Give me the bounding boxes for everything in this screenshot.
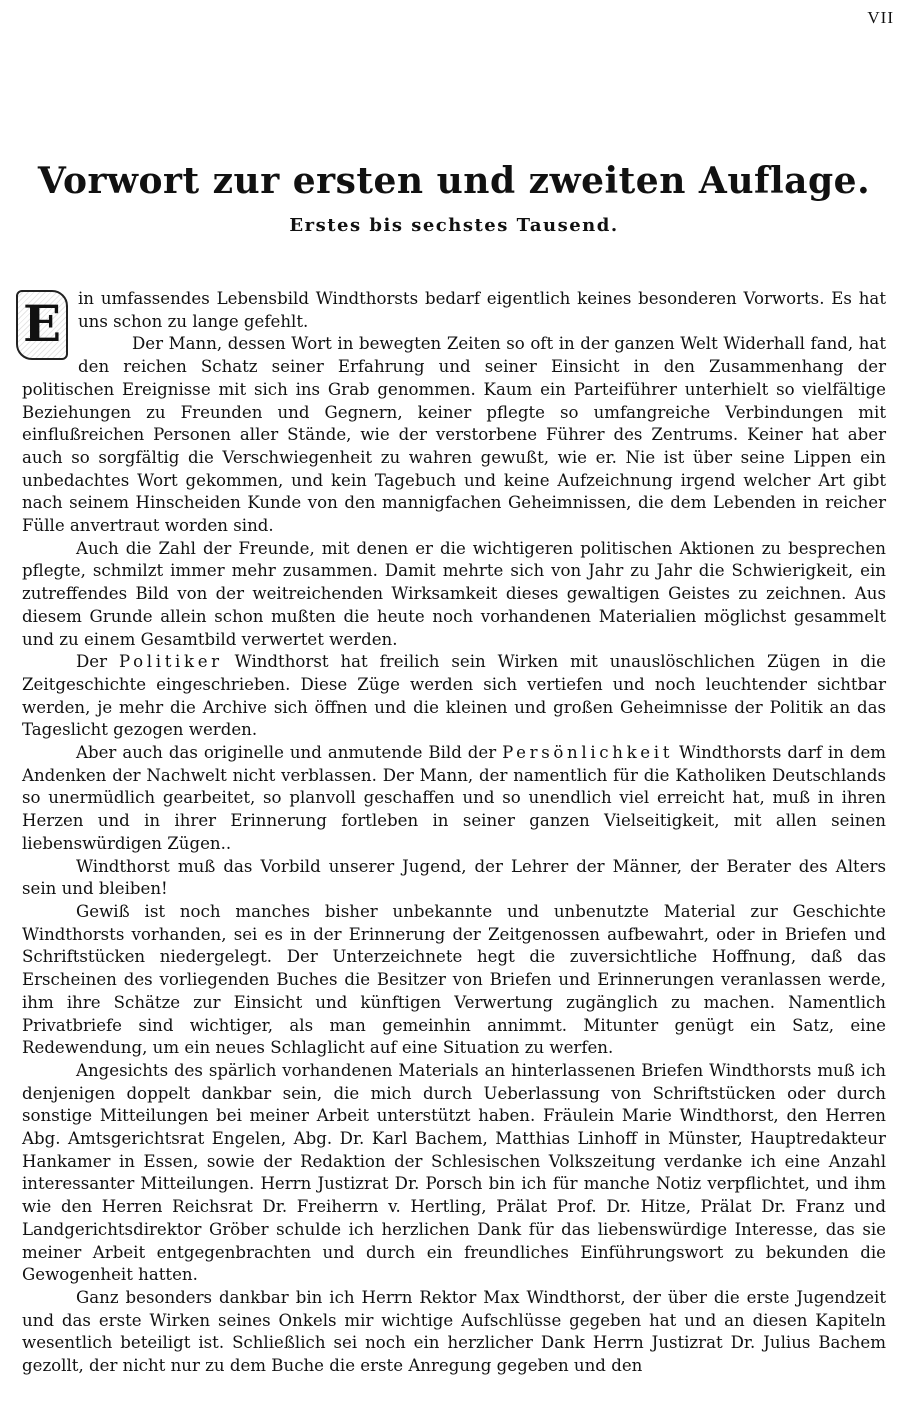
paragraph-1: E in umfassendes Lebensbild Windthorsts bedarf eigentlich keines besonderen Vorworts. Es hat uns schon zu lange gefehlt. xyxy=(22,288,886,333)
paragraph-5: Aber auch das originelle und anmutende Bild der Persönlichkeit Windthorsts darf in dem Andenken der Nachwelt nicht verblassen. Der Mann, der namentlich für die Katholiken Deutschlands so unermüdlich gearbeitet, so planvoll geschaffen und so unendlich viel erreicht hat, muß in ihren Herzen und in ihrer Erinnerung fortleben in seiner ganzen Vielseitigkeit, mit allen seinen liebenswürdigen Zügen.. xyxy=(22,743,886,853)
spaced-emphasis: Persönlichkeit xyxy=(502,743,674,763)
spaced-emphasis: Politiker xyxy=(119,652,223,672)
preface-title: Vorwort zur ersten und zweiten Auflage. xyxy=(37,160,871,202)
paragraph-2: Der Mann, dessen Wort in bewegten Zeiten so oft in der ganzen Welt Widerhall fand, hat den reichen Schatz seiner Erfahrung und seiner Einsicht in den Zusammenhang der politischen Ereignisse mit sich ins Grab genommen. Kaum ein Parteiführer unterhielt so vielfältige Beziehungen zu Freunden und Gegnern, keiner pflegte so umfangreiche Verbindungen mit einflußreichen Personen aller Stände, wie der verstorbene Führer des Zentrums. Keiner hat aber auch so sorgfältig die Verschwiegenheit zu wahren gewußt, wie er. Nie ist über seine Lippen ein unbedachtes Wort gekommen, und kein Tagebuch und keine Aufzeichnung irgend welcher Art gibt nach seinem Hinscheiden Kunde von den mannigfachen Geheimnissen, die dem Lebenden in reicher Fülle anvertraut worden sind. xyxy=(22,334,886,536)
preface-body xyxy=(22,288,886,1378)
paragraph-9: Ganz besonders dankbar bin ich Herrn Rektor Max Windthorst, der über die erste Jugendzeit und das erste Wirken seines Onkels mir wichtige Aufschlüsse gegeben hat und an diesen Kapiteln wesentlich beteiligt ist. Schließlich sei noch ein herzlicher Dank Herrn Justizrat Dr. Julius Bachem gezollt, der nicht nur zu dem Buche die erste Anregung gegeben und den xyxy=(22,1287,886,1376)
paragraph-4: Der Politiker Windthorst hat freilich sein Wirken mit unauslöschlichen Zügen in die Zeitgeschichte eingeschrieben. Diese Züge werden sich vertiefen und noch leuchtender sichtbar werden, je mehr die Archive sich öffnen und die kleinen und großen Geheimnisse der Politik an das Tageslicht gezogen werden. xyxy=(22,652,886,740)
preface-subtitle: Erstes bis sechstes Tausend. xyxy=(289,215,619,236)
page-number: VII xyxy=(867,8,894,27)
paragraph-7: Gewiß ist noch manches bisher unbekannte und unbenutzte Material zur Geschichte Windthorsts vorhanden, sei es in der Erinnerung der Zeitgenossen aufbewahrt, oder in Briefen und Schriftstücken niedergelegt. Der Unterzeichnete hegt die zuversichtliche Hoffnung, daß das Erscheinen des vorliegenden Buches die Besitzer von Briefen und Erinnerungen veranlassen werde, ihm ihre Schätze zur Einsicht und künftigen Verwertung zugänglich zu machen. Namentlich Privatbriefe sind wichtiger, als man gemeinhin annimmt. Mitunter genügt ein Satz, eine Redewendung, um ein neues Schlaglicht auf eine Situation zu werfen. xyxy=(22,901,886,1058)
paragraph-3: Auch die Zahl der Freunde, mit denen er die wichtigeren politischen Aktionen zu besprechen pflegte, schmilzt immer mehr zusammen. Damit mehrte sich von Jahr zu Jahr die Schwierigkeit, ein zutreffendes Bild von der weitreichenden Wirksamkeit dieses gewaltigen Geistes zu zeichnen. Aus diesem Grunde allein schon mußten die heute noch vorhandenen Materialien möglichst gesammelt und zu einem Gesamtbild verwertet werden. xyxy=(22,538,886,649)
paragraph-6: Windthorst muß das Vorbild unserer Jugend, der Lehrer der Männer, der Berater des Alters sein und bleiben! xyxy=(22,856,886,899)
paragraph-8: Angesichts des spärlich vorhandenen Materials an hinterlassenen Briefen Windthorsts muß ich denjenigen doppelt dankbar sein, die mich durch Ueberlassung von Schriftstücken oder durch sonstige Mitteilungen bei meiner Arbeit unterstützt haben. Fräulein Marie Windthorst, den Herren Abg. Amtsgerichtsrat Engelen, Abg. Dr. Karl Bachem, Matthias Linhoff in Münster, Hauptredakteur Hankamer in Essen, sowie der Redaktion der Schlesischen Volkszeitung verdanke ich eine Anzahl interessanter Mitteilungen. Herrn Justizrat Dr. Porsch bin ich für manche Notiz verpflichtet, und ihm wie den Herren Reichsrat Dr. Freiherrn v. Hertling, Prälat Prof. Dr. Hitze, Prälat Dr. Franz und Landgerichtsdirektor Gröber schulde ich herzlichen Dank für das liebenswürdige Interesse, das sie meiner Arbeit entgegenbrachten und durch ein freundliches Einführungswort zu bekunden die Gewogenheit hatten. xyxy=(22,1060,886,1285)
ornamental-initial: E xyxy=(16,290,68,360)
